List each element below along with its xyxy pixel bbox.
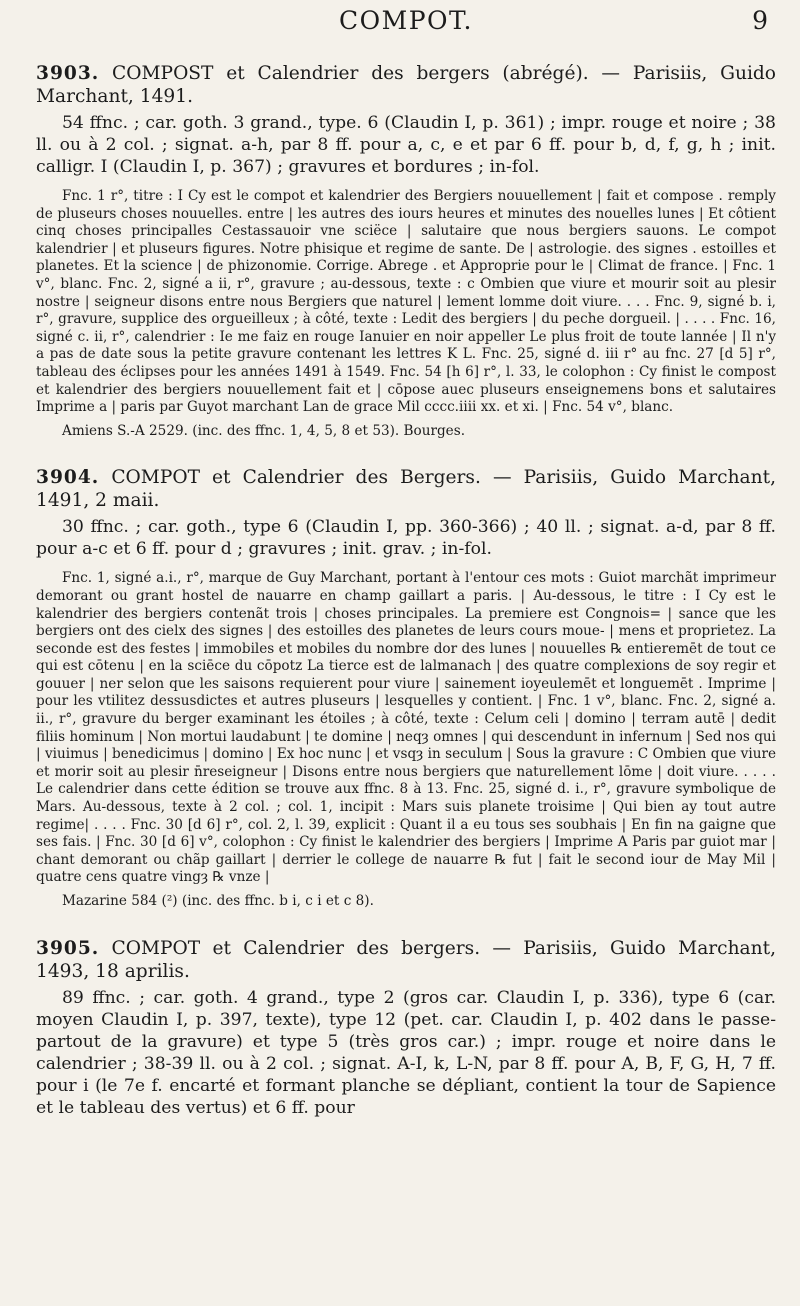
entry-holdings: Mazarine 584 (²) (inc. des ffnc. b i, c i et c 8). — [62, 893, 374, 909]
entry-title: COMPOT et Calendrier des bergers. — Parisiis, Guido Marchant, 1493, 18 aprilis. — [36, 937, 776, 982]
running-head — [36, 0, 776, 62]
running-title: COMPOT. — [339, 6, 473, 35]
entry-number: 3904. — [36, 467, 100, 489]
entry-heading — [36, 466, 776, 512]
entry-description: 30 ffnc. ; car. goth., type 6 (Claudin I, pp. 360-366) ; 40 ll. ; signat. a-d, par 8 ff. pour a-c et 6 ff. pour d ; gravures ; init. grav. ; in-fol. — [36, 517, 776, 560]
entry-description: 89 ffnc. ; car. goth. 4 grand., type 2 (gros car. Claudin I, p. 336), type 6 (car. moyen Claudin I, p. 397, texte), type 12 (pet. car. Claudin I, p. 402 dans le passe-partout de la gravure) et type 5 (très gros car.) ; impr. rouge et noire dans le calendrier ; 38-39 ll. ou à 2 col. ; signat. A-I, k, L-N, par 8 ff. pour A, B, F, G, H, 7 ff. pour i (le 7e f. encarté et formant planche se dépliant, contient la tour de Sapience et le tableau des vertus) et 6 ff. pour — [36, 987, 776, 1118]
entry-number: 3905. — [36, 937, 100, 959]
entry-heading — [36, 937, 776, 983]
entry-description: 54 ffnc. ; car. goth. 3 grand., type. 6 (Claudin I, p. 361) ; impr. rouge et noire ; 38 ll. ou à 2 col. ; signat. a-h, par 8 ff. pour a, c, e et par 6 ff. pour b, d, f, g, h ; init. calligr. I (Claudin I, p. 367) ; gravures et bordures ; in-fol. — [36, 113, 776, 177]
entry-number: 3903. — [36, 63, 100, 84]
entry-title: COMPOT et Calendrier des Bergers. — Parisiis, Guido Marchant, 1491, 2 maii. — [36, 467, 776, 512]
entry-title: COMPOST et Calendrier des bergers (abrégé). — Parisiis, Guido Marchant, 1491. — [36, 63, 776, 107]
page-number: 9 — [752, 6, 768, 35]
entry-notes: Fnc. 1, signé a.i., r°, marque de Guy Marchant, portant à l'entour ces mots : Guiot marchãt imprimeur demorant ou grant hostel de nauarre en champ gaillart a paris. | Au-dessous, le titre : I Cy est le kalendrier des bergiers contenãt trois | choses principales. La premiere est Congnois= | sance que les bergiers ont des cielx des signes | des estoilles des planetes de leurs cours moue- | mens et proprietez. La seconde est des festes | immobiles et mobiles du nombre dor des lunes | nouuelles ℞ entieremēt de tout ce qui est cōtenu | en la sciēce du cōpotz La tierce est de lalmanach | des quatre complexions de soy regir et gouuer | ner selon que les saisons requierent pour viure | sainement ioyeulemēt et longuemēt . Imprime | pour les vtilitez dessusdictes et autres pluseurs | lesquelles y contient. | Fnc. 1 v°, blanc. Fnc. 2, signé a. ii., r°, gravure du berger examinant les étoiles ; à côté, texte : Celum celi | domino | terram autē | dedit filiis hominum | Non mortui laudabunt | te domine | neqȝ omnes | qui descendunt in infernum | Sed nos qui | viuimus | benedicimus | domino | Ex hoc nunc | et vsqȝ in seculum | Sous la gravure : C Ombien que viure et morir soit au plesir n̄reseigneur | Disons entre nous bergiers que naturellement lōme | doit viure. . . . . Le calendrier dans cette édition se trouve aux ffnc. 8 à 13. Fnc. 25, signé d. i., r°, gravure symbolique de Mars. Au-dessous, texte à 2 col. ; col. 1, incipit : Mars suis planete troisime | Qui bien ay tout autre regime| . . . . Fnc. 30 [d 6] r°, col. 2, l. 39, explicit : Quant il a eu tous ses soubhais | En fin na gaigne que ses fais. | Fnc. 30 [d 6] v°, colophon : Cy finist le kalendrier des bergiers | Imprime A Paris par guiot mar | chant demorant ou chãp gaillart | derrier le college de nauarre ℞ fut | fait le second iour de May Mil | quatre cens quatre vingȝ ℞ vnze | — [36, 570, 776, 886]
document-page — [36, 0, 776, 1145]
entry-heading — [36, 62, 776, 108]
entry-holdings: Amiens S.-A 2529. (inc. des ffnc. 1, 4, 5, 8 et 53). Bourges. — [62, 422, 466, 439]
entry-notes: Fnc. 1 r°, titre : I Cy est le compot et kalendrier des Bergiers nouuellement | fait et compose . remply de pluseurs choses nouuelles. entre | les autres des iours heures et minutes des nouelles lunes | Et côtient cinq choses principalles Cestassauoir vne sciëce | salutaire que nous bergiers sauons. Le compot kalendrier | et pluseurs figures. Notre phisique et regime de sante. De | astrologie. des signes . estoilles et planetes. Et la science | de phizonomie. Corrige. Abrege . et Approprie pour le | Climat de france. | Fnc. 1 v°, blanc. Fnc. 2, signé a ii, r°, gravure ; au-dessous, texte : c Ombien que viure et mourir soit au plesir nostre | seigneur disons entre nous Bergiers que naturel | lement lomme doit viure. . . . Fnc. 9, signé b. i, r°, gravure, supplice des orgueilleux ; à côté, texte : Ledit des bergiers | du peche dorgueil. | . . . . Fnc. 16, signé c. ii, r°, calendrier : Ie me faiz en rouge Ianuier en noir appeller Le plus froit de toute lannée | Il n'y a pas de date sous la petite gravure contenant les lettres K L. Fnc. 25, signé d. iii r° au fnc. 27 [d 5] r°, tableau des éclipses pour les années 1491 à 1549. Fnc. 54 [h 6] r°, l. 33, le colophon : Cy finist le compost et kalendrier des bergiers nouuellement fait et | cōpose auec pluseurs enseignemens bons et salutaires Imprime a | paris par Guyot marchant Lan de grace Mil cccc.iiii xx. et xi. | Fnc. 54 v°, blanc. — [36, 188, 776, 416]
catalog-entry-3905 — [36, 937, 776, 1119]
catalog-entry-3904 — [36, 466, 776, 910]
catalog-entry-3903 — [36, 62, 776, 440]
